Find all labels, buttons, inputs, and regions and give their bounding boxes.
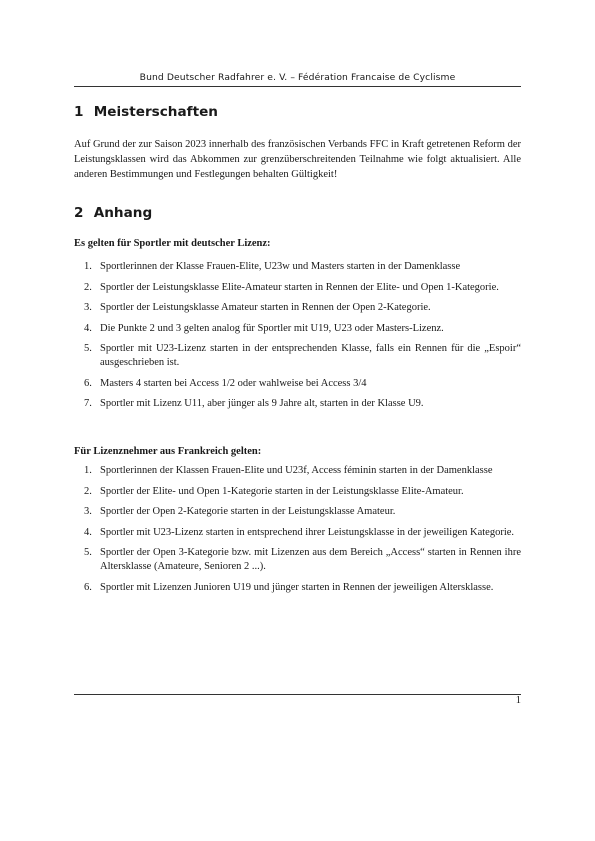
list-item <box>84 301 521 315</box>
list-marker: 5. <box>84 547 92 558</box>
list-item <box>84 485 521 499</box>
german-license-list <box>84 260 521 418</box>
list-marker: 2. <box>84 485 92 497</box>
french-license-heading: Für Lizenznehmer aus Frankreich gelten: <box>74 446 262 457</box>
list-item <box>84 464 521 478</box>
list-marker: 7. <box>84 398 92 409</box>
list-item <box>84 397 521 411</box>
list-item <box>84 526 521 540</box>
list-item-text: Masters 4 starten bei Access 1/2 oder wahlweise bei Access 3/4 <box>100 377 367 389</box>
list-item <box>84 281 521 295</box>
list-item-text: Sportler mit U23-Lizenz starten in der entsprechenden Klasse, falls ein Rennen für die „Espoir“ ausgeschrieben ist. <box>100 343 521 368</box>
section-title-text: Meisterschaften <box>93 104 218 120</box>
list-item-text: Sportlerinnen der Klassen Frauen-Elite und U23f, Access féminin starten in der Damenklasse <box>100 465 493 476</box>
section-title-text: Anhang <box>93 205 153 221</box>
section-title-anhang <box>74 205 152 221</box>
page-number: 1 <box>515 695 521 706</box>
section-number: 2 <box>74 205 84 221</box>
section-number: 1 <box>74 104 84 120</box>
list-marker: 3. <box>84 506 92 517</box>
list-item-text: Sportler mit Lizenz U11, aber jünger als 9 Jahre alt, starten in der Klasse U9. <box>100 398 424 409</box>
list-item-text: Sportler mit U23-Lizenz starten in entsprechend ihrer Leistungsklasse in der jeweiligen Kategorie. <box>100 526 515 538</box>
list-marker: 3. <box>84 302 92 313</box>
section-title-meisterschaften <box>74 104 218 120</box>
list-item <box>84 322 521 336</box>
running-header: Bund Deutscher Radfahrer e. V. – Fédération Francaise de Cyclisme <box>139 72 456 83</box>
list-item-text: Sportler der Elite- und Open 1-Kategorie starten in der Leistungsklasse Elite-Amateur. <box>100 485 464 497</box>
french-license-list <box>84 464 521 601</box>
list-marker: 1. <box>84 261 92 272</box>
list-item-text: Sportler mit Lizenzen Junioren U19 und jünger starten in Rennen der jeweiligen Altersklasse. <box>100 581 494 593</box>
list-marker: 6. <box>84 377 92 389</box>
list-item <box>84 377 521 391</box>
list-marker: 5. <box>84 343 92 354</box>
list-marker: 4. <box>84 526 92 538</box>
list-marker: 1. <box>84 465 92 476</box>
list-item <box>84 581 521 595</box>
list-item-text: Sportler der Leistungsklasse Amateur starten in Rennen der Open 2-Kategorie. <box>100 302 431 313</box>
intro-paragraph: Auf Grund der zur Saison 2023 innerhalb des französischen Verbands FFC in Kraft getretenen Reform der Leistungsklassen wird das Abkommen zur grenzüberschreitenden Teilnahme wie folgt aktualisiert. Alle anderen Bestimmungen und Festlegungen behalten Gültigkeit! <box>74 139 521 180</box>
german-license-heading: Es gelten für Sportler mit deutscher Lizenz: <box>74 238 271 249</box>
list-item-text: Sportlerinnen der Klasse Frauen-Elite, U23w und Masters starten in der Damenklasse <box>100 261 461 272</box>
list-marker: 6. <box>84 581 92 593</box>
list-item <box>84 260 521 274</box>
list-item <box>84 342 521 370</box>
list-item-text: Die Punkte 2 und 3 gelten analog für Sportler mit U19, U23 oder Masters-Lizenz. <box>100 322 444 334</box>
list-item-text: Sportler der Leistungsklasse Elite-Amateur starten in Rennen der Elite- und Open 1-Kategorie. <box>100 281 499 293</box>
list-item <box>84 505 521 519</box>
header-rule <box>74 86 521 87</box>
list-marker: 2. <box>84 281 92 293</box>
list-item-text: Sportler der Open 3-Kategorie bzw. mit Lizenzen aus dem Bereich „Access“ starten in Rennen ihre Altersklasse (Amateure, Senioren 2 ...). <box>100 547 521 572</box>
list-marker: 4. <box>84 322 92 334</box>
footer-rule <box>74 694 521 695</box>
list-item <box>84 546 521 574</box>
list-item-text: Sportler der Open 2-Kategorie starten in der Leistungsklasse Amateur. <box>100 506 396 517</box>
